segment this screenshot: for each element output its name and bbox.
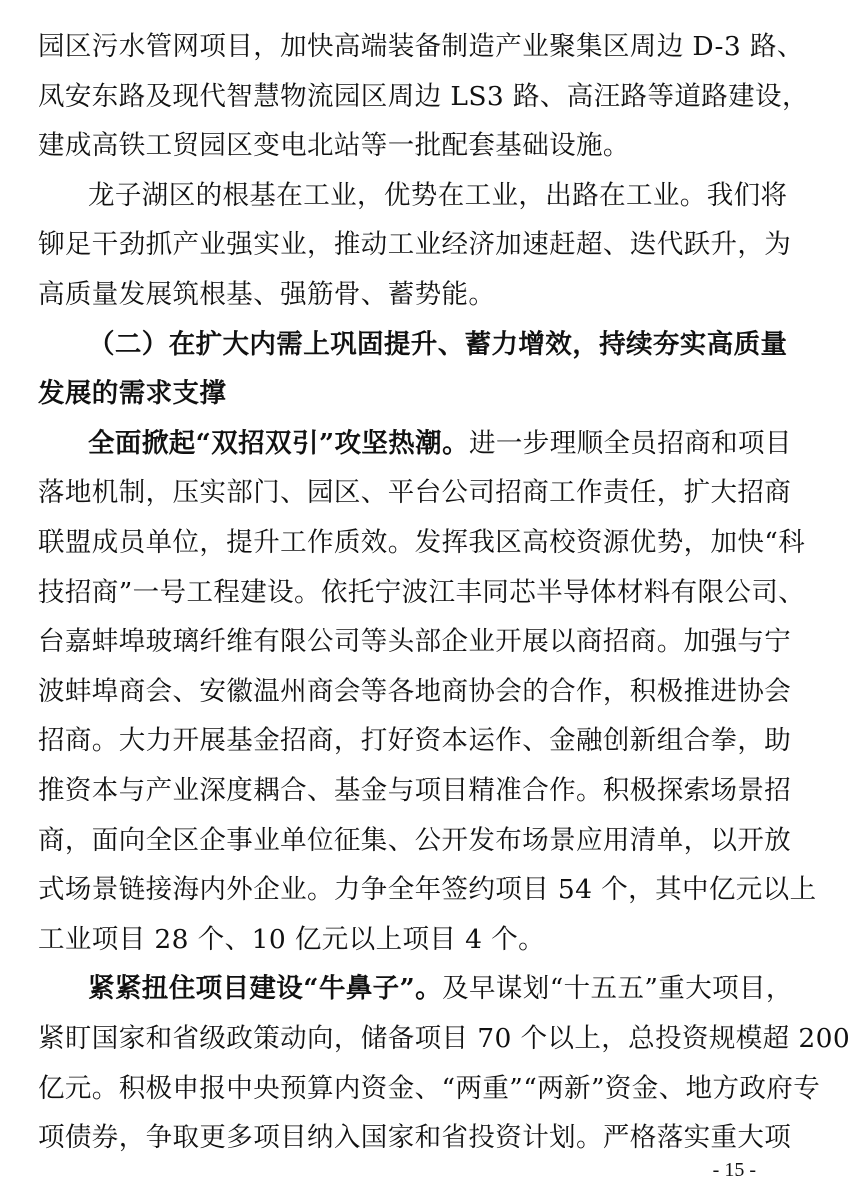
paragraph-start: 全面掀起“双招双引”攻坚热潮。进一步理顺全员招商和项目	[88, 427, 792, 459]
text-line: 商，面向全区企事业单位征集、公开发布场景应用清单，以开放	[38, 824, 792, 856]
text-line: 凤安东路及现代智慧物流园区周边 LS3 路、高汪路等道路建设，	[38, 80, 809, 112]
text-line: 技招商”一号工程建设。依托宁波江丰同芯半导体材料有限公司、	[38, 576, 806, 608]
section-heading-continued: 发展的需求支撑	[38, 378, 227, 410]
text-line: 建成高铁工贸园区变电北站等一批配套基础设施。	[38, 130, 630, 162]
text-line: 联盟成员单位，提升工作质效。发挥我区高校资源优势，加快“科	[38, 527, 806, 558]
text-line: 式场景链接海内外企业。力争全年签约项目 54 个，其中亿元以上	[38, 874, 817, 906]
text-line: 工业项目 28 个、10 亿元以上项目 4 个。	[38, 923, 546, 955]
text-line: 铆足干劲抓产业强实业，推动工业经济加速赶超、迭代跃升，为	[38, 229, 792, 261]
text-line: 高质量发展筑根基、强筋骨、蓄势能。	[38, 279, 496, 310]
text-line: 落地机制，压实部门、园区、平台公司招商工作责任，扩大招商	[38, 477, 792, 509]
text-line: 亿元。积极申报中央预算内资金、“两重”“两新”资金、地方政府专	[38, 1072, 821, 1104]
section-heading: （二）在扩大内需上巩固提升、蓄力增效，持续夯实高质量	[88, 328, 788, 360]
paragraph-lead: 全面掀起“双招双引”攻坚热潮。	[88, 427, 469, 459]
text-line: 招商。大力开展基金招商，打好资本运作、金融创新组合拳，助	[38, 725, 792, 757]
text-line: 项债券，争取更多项目纳入国家和省投资计划。严格落实重大项	[38, 1122, 792, 1154]
page-number: - 15 -	[712, 1159, 756, 1181]
text-line: 园区污水管网项目，加快高端装备制造产业聚集区周边 D-3 路、	[38, 31, 804, 62]
paragraph-start: 紧紧扭住项目建设“牛鼻子”。及早谋划“十五五”重大项目，	[88, 973, 793, 1005]
text-line: 台嘉蚌埠玻璃纤维有限公司等头部企业开展以商招商。加强与宁	[38, 626, 792, 658]
text-line: 波蚌埠商会、安徽温州商会等各地商协会的合作，积极推进协会	[38, 675, 792, 707]
text-line: 紧盯国家和省级政策动向，储备项目 70 个以上，总投资规模超 200	[38, 1023, 850, 1054]
paragraph-start: 龙子湖区的根基在工业，优势在工业，出路在工业。我们将	[88, 179, 788, 211]
text-line: 推资本与产业深度耦合、基金与项目精准合作。积极探索场景招	[38, 775, 792, 806]
paragraph-lead: 紧紧扭住项目建设“牛鼻子”。	[88, 973, 443, 1005]
